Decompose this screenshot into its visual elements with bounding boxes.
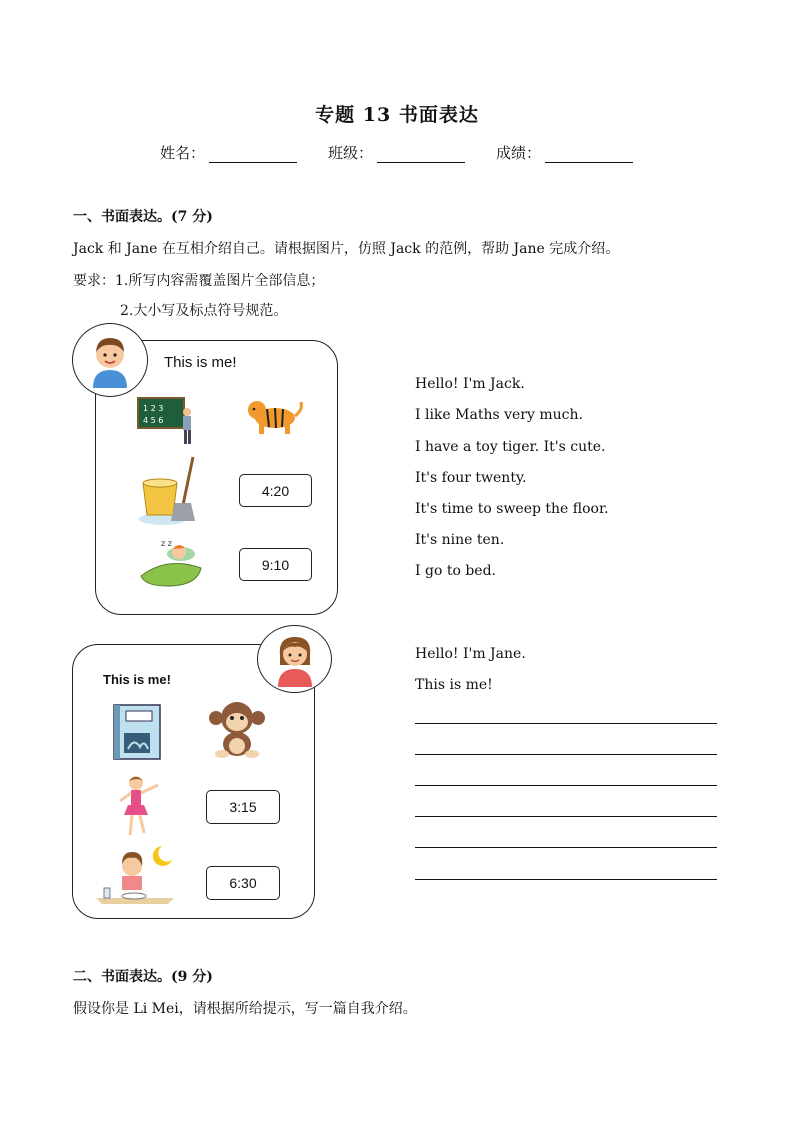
writing-line[interactable] [415,754,717,755]
tiger-icon [245,396,305,440]
bucket-mop-icon [137,455,199,531]
writing-line[interactable] [415,785,717,786]
jack-time1: 4:20 [239,474,312,507]
writing-line[interactable] [415,847,717,848]
monkey-icon [206,698,268,764]
writing-line[interactable] [415,879,717,880]
chinese-book-icon [110,703,166,765]
score-field [496,142,633,163]
name-label: 姓名： [160,144,206,162]
jack-line: It's four twenty. [415,470,527,486]
svg-text:1 2 3: 1 2 3 [143,404,164,413]
jane-time2: 6:30 [206,866,280,900]
maths-class-icon [137,394,195,450]
svg-text:4 5 6: 4 5 6 [143,416,164,425]
jane-line: This is me! [415,677,493,693]
score-blank[interactable] [545,146,633,163]
girl-icon [270,631,320,687]
boy-icon [85,332,135,388]
jane-line: Hello! I'm Jane. [415,646,526,662]
writing-line[interactable] [415,723,717,724]
svg-text:z z: z z [161,539,172,548]
jack-line: It's nine ten. [415,532,505,548]
name-blank[interactable] [209,146,297,163]
girl-dinner-icon [94,842,176,910]
jack-line: Hello! I'm Jack. [415,376,525,392]
writing-line[interactable] [415,816,717,817]
name-field [160,142,297,163]
section1-req2: 2.大小写及标点符号规范。 [120,303,288,319]
class-blank[interactable] [377,146,465,163]
section2-intro: 假设你是 Li Mei，请根据所给提示，写一篇自我介绍。 [73,1001,417,1017]
page-title: 专题 13 书面表达 [315,104,479,126]
section1-heading: 一、书面表达。(7 分) [73,209,213,225]
jack-avatar [72,323,148,397]
sleeping-child-icon [137,536,205,592]
class-label: 班级： [328,144,374,162]
section2-heading: 二、书面表达。(9 分) [73,969,213,985]
jane-caption: This is me! [103,672,171,687]
section1-req1: 要求：1.所写内容需覆盖图片全部信息； [73,273,325,289]
jane-time1: 3:15 [206,790,280,824]
jack-line: I like Maths very much. [415,407,583,423]
dancing-girl-icon [116,771,164,843]
section1-intro: Jack 和 Jane 在互相介绍自己。请根据图片，仿照 Jack 的范例，帮助 Jane 完成介绍。 [73,241,620,257]
jack-time2: 9:10 [239,548,312,581]
jane-avatar [257,625,332,693]
jack-line: It's time to sweep the floor. [415,501,609,517]
class-field [328,142,465,163]
jack-line: I have a toy tiger. It's cute. [415,439,606,455]
jack-line: I go to bed. [415,563,496,579]
jack-caption: This is me! [164,354,237,371]
score-label: 成绩： [496,144,542,162]
